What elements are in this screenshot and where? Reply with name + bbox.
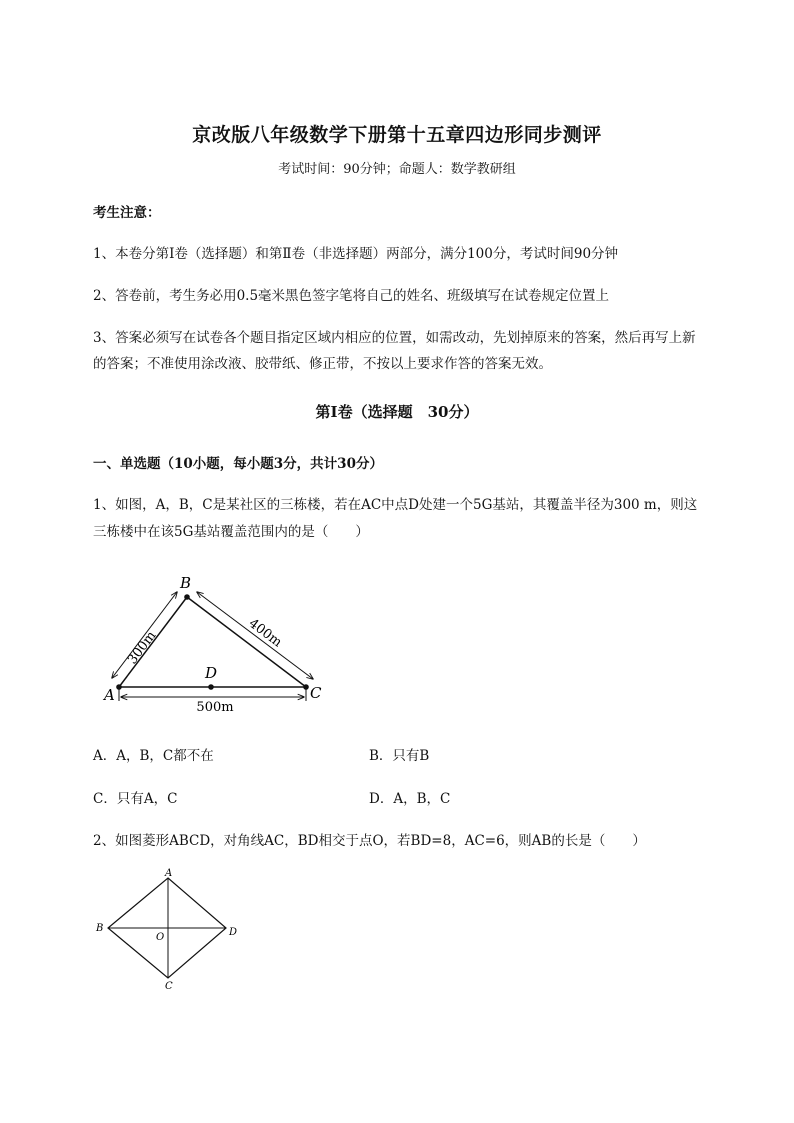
notice-item-2: 2、答卷前，考生务必用0.5毫米黑色签字笔将自己的姓名、班级填写在试卷规定位置上 [93,288,610,304]
exam-info: 考试时间：90分钟；命题人：数学教研组 [278,162,516,177]
point-a [116,684,122,690]
label-d: D [205,664,218,682]
question-1-line-2: 三栋楼中在该5G基站覆盖范围内的是（ ） [93,524,369,540]
rhombus-figure [90,865,250,995]
label-300m: 300m [125,628,160,668]
label-a: A [165,868,173,879]
option-b[interactable]: B．只有B [369,748,430,764]
label-d: D [229,927,238,938]
label-c: C [310,684,322,702]
label-500m: 500m [196,700,234,715]
question-2-line-1: 2、如图菱形ABCD，对角线AC，BD相交于点O，若BD=8，AC=6，则AB的长是（ ） [93,833,646,849]
notice-item-3-cont: 的答案；不准使用涂改液、胶带纸、修正带，不按以上要求作答的答案无效。 [93,356,552,372]
label-b: B [180,574,192,592]
label-b: B [96,923,104,934]
point-d [208,684,214,690]
label-a: A [104,686,115,704]
part-heading: 一、单选题（10小题，每小题3分，共计30分） [93,456,383,472]
section-title: 第I卷（选择题 30分） [315,403,479,421]
point-b [184,594,190,600]
label-400m: 400m [245,616,285,651]
page-title: 京改版八年级数学下册第十五章四边形同步测评 [192,124,602,146]
notice-item-1: 1、本卷分第I卷（选择题）和第Ⅱ卷（非选择题）两部分，满分100分，考试时间90分钟 [93,246,619,262]
option-c[interactable]: C．只有A，C [93,791,178,807]
option-d[interactable]: D．A，B，C [369,791,451,807]
notice-item-3: 3、答案必须写在试卷各个题目指定区域内相应的位置，如需改动，先划掉原来的答案，然后再写上新 [93,330,696,346]
label-o: O [156,932,165,943]
option-a[interactable]: A．A，B，C都不在 [93,748,214,764]
triangle-figure [95,570,335,715]
question-1-line-1: 1、如图，A，B，C是某社区的三栋楼，若在AC中点D处建一个5G基站，其覆盖半径为300 m，则这 [93,497,698,513]
label-c: C [165,981,173,992]
notice-heading: 考生注意： [93,205,161,221]
point-c [303,684,309,690]
